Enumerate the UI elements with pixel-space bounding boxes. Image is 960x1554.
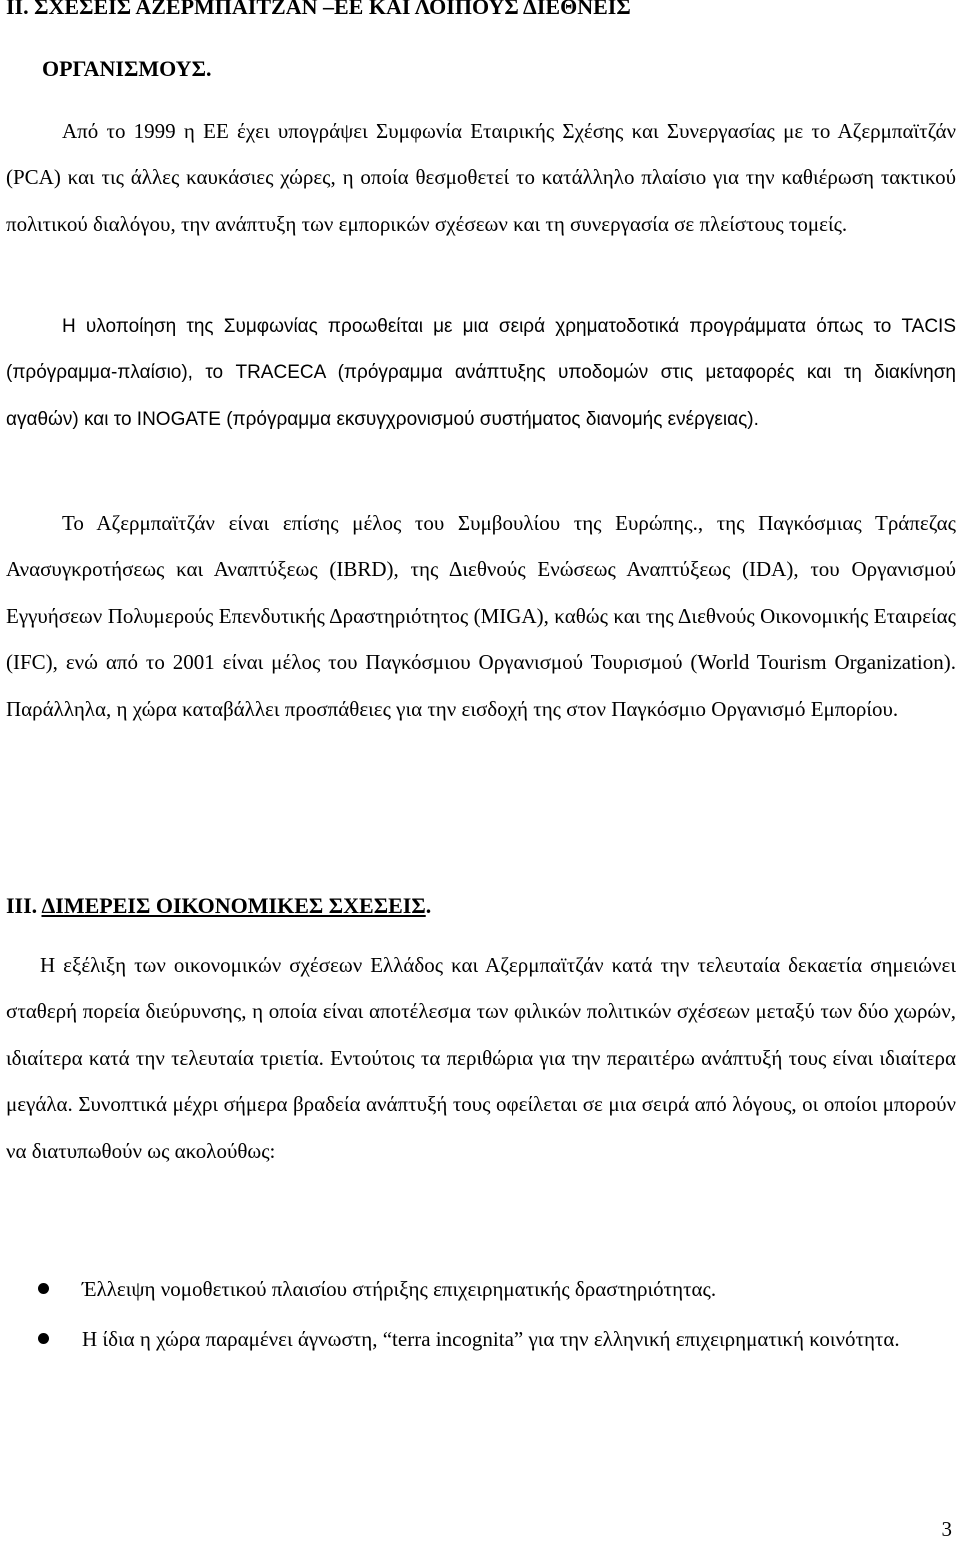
section-2-paragraph-1-text: Από το 1999 η ΕΕ έχει υπογράψει Συμφωνία Εταιρικής Σχέσης και Συνεργασίας με το Αζερμπαϊτζάν (PCA) και τις άλλες καυκάσιες χώρες, η οποία θεσμοθετεί το κατάλληλο πλαίσιο για την καθιέρωση τακτικού πολιτικού διαλόγου, την ανάπτυξη των εμπορικών σχέσεων και τη συνεργασία σε πλείστους τομείς. bbox=[6, 119, 956, 236]
section-2-paragraph-3 bbox=[6, 500, 956, 732]
page-number: 3 bbox=[941, 1517, 952, 1541]
section-2-title-line-1: ΙΙ. ΣΧΕΣΕΙΣ ΑΖΕΡΜΠΑΙΤΖΑΝ –ΕΕ ΚΑΙ ΛΟΙΠΟΥΣ ΔΙΕΘΝΕΙΣ bbox=[6, 0, 631, 19]
bullet-item-1 bbox=[0, 1266, 954, 1312]
section-2-paragraph-2-text: Η υλοποίηση της Συμφωνίας προωθείται με μια σειρά χρηματοδοτικά προγράμματα όπως το TACIS (πρόγραμμα-πλαίσιο), το TRACECA (πρόγραμμα ανάπτυξης υποδομών στις μεταφορές και τη διακίνηση αγαθών) και το INOGATE (πρόγραμμα εκσυγχρονισμού συστήματος διανομής ενέργειας). bbox=[6, 316, 956, 430]
section-3-bullet-list bbox=[0, 1266, 956, 1366]
section-2-paragraph-2 bbox=[6, 304, 956, 443]
section-3-title bbox=[6, 893, 431, 919]
section-3-title-underlined: ΔΙΜΕΡΕΙΣ ΟΙΚΟΝΟΜΙΚΕΣ ΣΧΕΣΕΙΣ bbox=[41, 893, 426, 918]
section-2-title-line-2: ΟΡΓΑΝΙΣΜΟΥΣ. bbox=[42, 56, 212, 81]
section-2-paragraph-3-text: Το Αζερμπαϊτζάν είναι επίσης μέλος του Συμβουλίου της Ευρώπης., της Παγκόσμιας Τράπεζας Ανασυγκροτήσεως και Αναπτύξεως (IBRD), της Διεθνούς Ενώσεως Αναπτύξεως (IDA), του Οργανισμού Εγγυήσεων Πολυμερούς Επενδυτικής Δραστηριότητος (MIGA), καθώς και της Διεθνούς Οικονομικής Εταιρείας (IFC), ενώ από το 2001 είναι μέλος του Παγκόσμιου Οργανισμού Τουρισμού (World Tourism Organization). Παράλληλα, η χώρα καταβάλλει προσπάθειες για την εισδοχή της στον Παγκόσμιο Οργανισμό Εμπορίου. bbox=[6, 511, 956, 721]
bullet-item-2-text: Η ίδια η χώρα παραμένει άγνωστη, “terra incognita” για την ελληνική επιχειρηματική κοινότητα. bbox=[82, 1327, 900, 1351]
section-3-title-suffix: . bbox=[425, 893, 432, 918]
section-3-title-prefix: ΙΙΙ. bbox=[6, 893, 42, 918]
bullet-icon bbox=[38, 1283, 49, 1294]
section-3-paragraph-1-text: Η εξέλιξη των οικονομικών σχέσεων Ελλάδος και Αζερμπαϊτζάν κατά την τελευταία δεκαετία σημειώνει σταθερή πορεία διεύρυνσης, η οποία είναι αποτέλεσμα των φιλικών πολιτικών σχέσεων μεταξύ των δύο χωρών, ιδιαίτερα κατά την τελευταία τριετία. Εντούτοις τα περιθώρια για την περαιτέρω ανάπτυξή τους είναι ιδιαίτερα μεγάλα. Συνοπτικά μέχρι σήμερα βραδεία ανάπτυξή τους οφείλεται σε μια σειρά από λόγους, οι οποίοι μπορούν να διατυπωθούν ως ακολούθως: bbox=[6, 953, 956, 1163]
section-2-paragraph-1 bbox=[6, 108, 956, 247]
bullet-item-1-text: Έλλειψη νομοθετικού πλαισίου στήριξης επιχειρηματικής δραστηριότητας. bbox=[82, 1277, 717, 1301]
section-3-paragraph-1 bbox=[6, 942, 956, 1174]
bullet-item-2 bbox=[0, 1316, 954, 1362]
bullet-icon bbox=[38, 1333, 49, 1344]
